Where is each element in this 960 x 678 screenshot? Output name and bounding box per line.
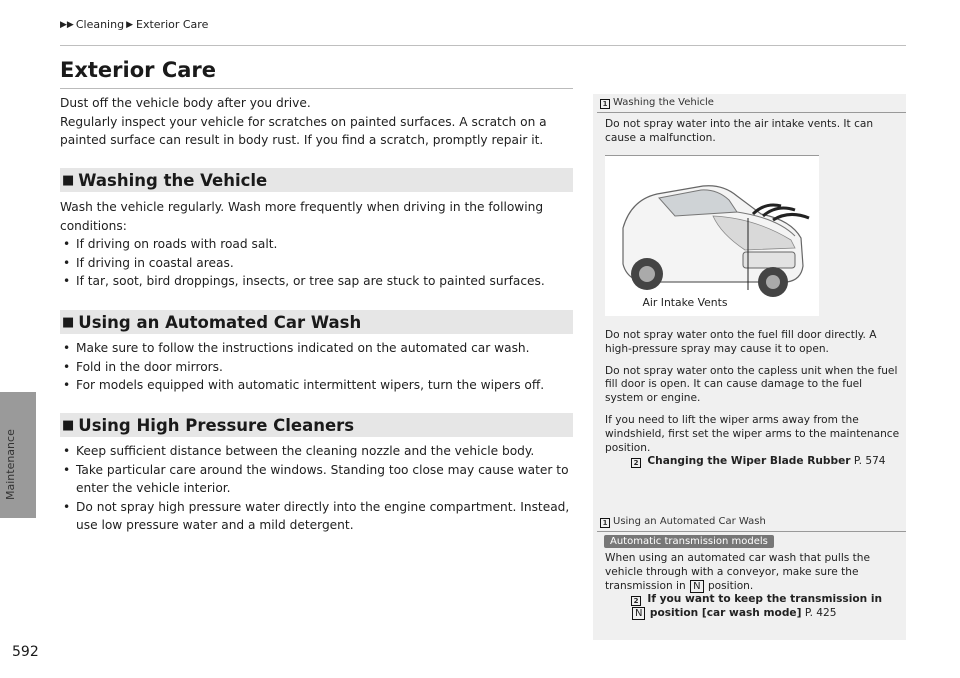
section-heading-high-pressure — [60, 413, 573, 437]
car-air-intake-illustration — [605, 156, 819, 316]
page-number: 592 — [12, 644, 39, 660]
cross-reference[interactable] — [605, 455, 900, 469]
sidebar-paragraph: Do not spray water into the air intake vents. It can cause a malfunction. — [605, 118, 874, 144]
reference-title[interactable]: Changing the Wiper Blade Rubber — [647, 455, 851, 468]
list-item: • Fold in the door mirrors. — [60, 358, 576, 377]
sidebar-paragraph: Do not spray water onto the fuel fill door directly. A high-pressure spray may cause it to open. — [605, 329, 877, 355]
bullet-list — [60, 339, 576, 395]
sidebar-paragraph: If you need to lift the wiper arms away from the windshield, first set the wiper arms to the maintenance position. — [605, 413, 900, 454]
breadcrumb — [60, 18, 208, 31]
gear-n-key-icon: N — [690, 580, 703, 593]
sidebar-divider — [597, 112, 906, 113]
square-bullet-icon: ■ — [62, 314, 75, 330]
sidebar-heading-washing: 1 Washing the Vehicle — [600, 97, 714, 108]
section-pressure-body — [60, 442, 576, 535]
cross-reference[interactable] — [605, 593, 900, 621]
reference-page[interactable]: P. 574 — [853, 455, 886, 468]
reference-title[interactable]: If you want to keep the transmission in — [647, 593, 883, 606]
sidebar-divider — [597, 531, 906, 532]
list-item: • If tar, soot, bird droppings, insects, or tree sap are stuck to painted surfaces. — [60, 272, 576, 291]
page-title: Exterior Care — [60, 58, 217, 82]
intro-paragraph: Dust off the vehicle body after you drive. — [60, 96, 311, 110]
air-intake-vents-label: Air Intake Vents — [642, 296, 728, 309]
section-heading-washing — [60, 168, 573, 192]
reference-title[interactable]: position [car wash mode] — [649, 607, 802, 620]
model-badge: Automatic transmission models — [604, 535, 774, 548]
gear-n-key-icon: N — [632, 607, 645, 620]
sidebar-paragraph: Do not spray water onto the capless unit when the fuel fill door is open. It can cause damage to the fuel system or engine. — [605, 364, 898, 405]
reference-arrow-icon: 2 — [631, 458, 641, 468]
reference-arrow-icon: 2 — [631, 596, 641, 606]
car-illustration — [605, 155, 819, 316]
section-washing-body — [60, 198, 576, 291]
breadcrumb-arrow-icon: ▶▶ — [60, 19, 74, 30]
intro-text — [60, 94, 576, 150]
bullet-list — [60, 235, 576, 291]
breadcrumb-arrow-icon: ▶ — [126, 19, 133, 30]
bullet-list — [60, 442, 576, 535]
intro-paragraph: Regularly inspect your vehicle for scratches on painted surfaces. A scratch on a painted surface can result in body rust. If you find a scratch, promptly repair it. — [60, 114, 547, 147]
title-divider — [60, 88, 573, 89]
sidebar-automated-note — [605, 552, 900, 621]
section-paragraph: Wash the vehicle regularly. Wash more frequently when driving in the following conditions: — [60, 200, 544, 233]
list-item: • Take particular care around the windows. Standing too close may cause water to enter the vehicle interior. — [60, 461, 576, 498]
sidebar-washing-notes — [605, 329, 900, 469]
list-item: • Make sure to follow the instructions indicated on the automated car wash. — [60, 339, 576, 358]
list-item: • Keep sufficient distance between the cleaning nozzle and the vehicle body. — [60, 442, 576, 461]
header-divider — [60, 45, 906, 46]
reference-page[interactable]: P. 425 — [804, 607, 837, 620]
list-item: • If driving on roads with road salt. — [60, 235, 576, 254]
breadcrumb-item-cleaning[interactable]: Cleaning — [75, 18, 125, 31]
list-item: • Do not spray high pressure water directly into the engine compartment. Instead, use low pressure water and a mild detergent. — [60, 498, 576, 535]
list-item: • For models equipped with automatic intermittent wipers, turn the wipers off. — [60, 376, 576, 395]
section-automated-body — [60, 339, 576, 395]
side-tab-label: Maintenance — [4, 429, 17, 501]
square-bullet-icon: ■ — [62, 172, 75, 188]
note-marker-icon: 1 — [600, 99, 610, 109]
section-heading-automated-car-wash — [60, 310, 573, 334]
list-item: • If driving in coastal areas. — [60, 254, 576, 273]
sidebar-heading-automated: 1 Using an Automated Car Wash — [600, 516, 766, 527]
section-heading-text: Washing the Vehicle — [78, 170, 268, 190]
breadcrumb-item-exterior-care[interactable]: Exterior Care — [136, 18, 209, 31]
note-marker-icon: 1 — [600, 518, 610, 528]
sidebar-paragraph: When using an automated car wash that pulls the vehicle through with a conveyor, make sure the transmission in N position. — [605, 552, 871, 592]
section-heading-text: Using High Pressure Cleaners — [78, 415, 355, 435]
section-heading-text: Using an Automated Car Wash — [78, 312, 362, 332]
sidebar-washing-note — [605, 118, 900, 146]
square-bullet-icon: ■ — [62, 417, 75, 433]
